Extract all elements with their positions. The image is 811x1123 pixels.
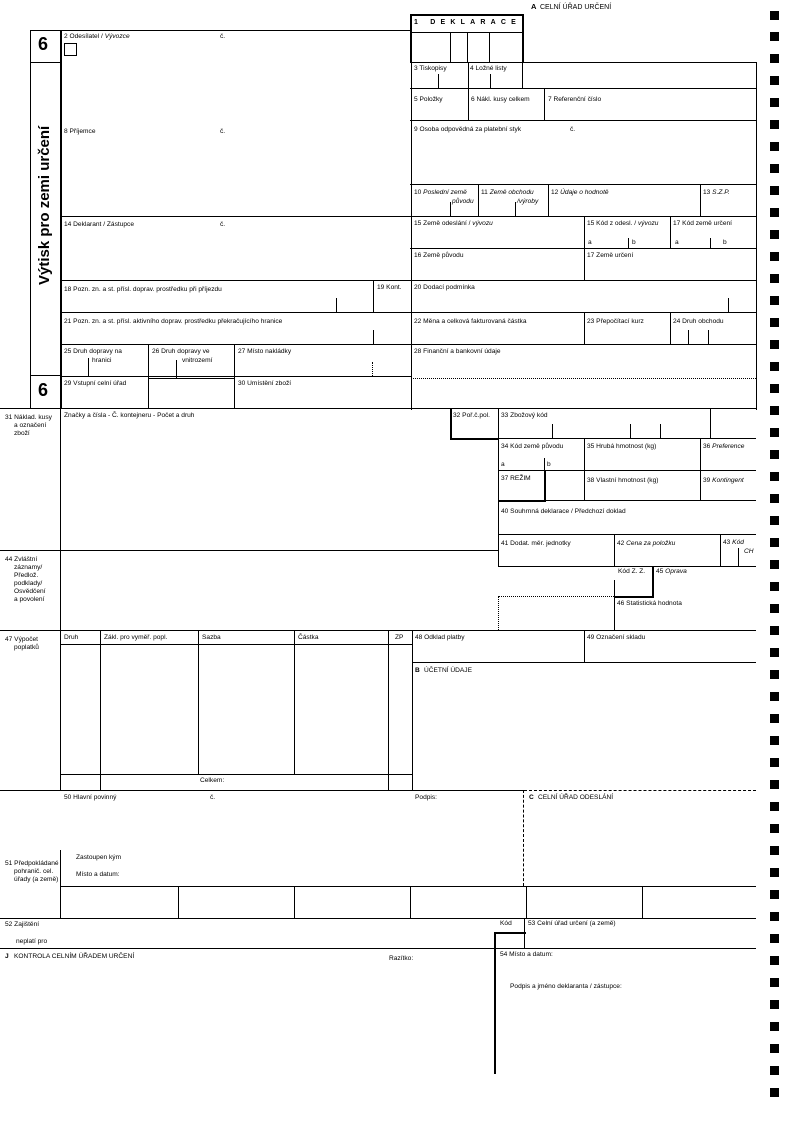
field-17ab-label: 17 Kód země určení bbox=[673, 220, 733, 227]
field-17-label: 17 Země určení bbox=[587, 252, 634, 259]
field-15ab-label: 15 Kód z odesl. / vývozu bbox=[587, 220, 659, 227]
field-51-label-3: úřady (a země) bbox=[14, 876, 59, 883]
field-16-label: 16 Země původu bbox=[414, 252, 464, 259]
field-43-label: 43 Kód bbox=[723, 539, 744, 546]
field-54-label: 54 Místo a datum: bbox=[500, 951, 553, 958]
field-54-signature-label: Podpis a jméno deklaranta / zástupce: bbox=[510, 983, 622, 990]
field-53-label: 53 Celní úřad určení (a země) bbox=[528, 920, 616, 927]
field-39-label: 39 Kontingent bbox=[703, 477, 744, 484]
field-8-label: 8 Příjemce bbox=[64, 128, 96, 135]
field-35-label: 35 Hrubá hmotnost (kg) bbox=[587, 443, 657, 450]
field-44-label-3: Předlož. bbox=[14, 572, 39, 579]
field-44-label: 44 Zvláštní bbox=[5, 556, 38, 563]
razitko-label: Razítko: bbox=[389, 955, 414, 962]
field-15-label: 15 Země odeslání / vývozu bbox=[414, 220, 493, 227]
field-21-label: 21 Pozn. zn. a st. přísl. aktivního doprav. prostředku překračujícího hranice bbox=[64, 318, 283, 325]
field-31-desc: Značky a čísla - Č. kontejneru - Počet a druh bbox=[64, 412, 195, 419]
col-sazba: Sazba bbox=[202, 634, 221, 641]
field-36-label: 36 Preference bbox=[703, 443, 745, 450]
field-j-letter: J bbox=[5, 953, 9, 960]
podpis-label: Podpis: bbox=[415, 794, 437, 801]
field-44-label-4: podklady/ bbox=[14, 580, 43, 587]
field-29-label: 29 Vstupní celní úřad bbox=[64, 380, 127, 387]
col-zp: ZP bbox=[395, 634, 404, 641]
field-30-label: 30 Umístění zboží bbox=[238, 380, 292, 387]
copy-number-top: 6 bbox=[38, 34, 49, 54]
field-3-label: 3 Tiskopisy bbox=[414, 65, 447, 72]
field-11-label: 11 Země obchodu bbox=[481, 189, 534, 196]
field-41-label: 41 Dodat. měr. jednotky bbox=[501, 540, 571, 547]
field-10-label: 10 Poslední země bbox=[414, 189, 467, 196]
field-23-label: 23 Přepočítací kurz bbox=[587, 318, 644, 325]
field-b-letter: B bbox=[415, 667, 420, 674]
field-j-label: KONTROLA CELNÍM ÚŘADEM URČENÍ bbox=[14, 953, 135, 960]
field-14-no: č. bbox=[220, 221, 226, 228]
field-24-label: 24 Druh obchodu bbox=[673, 318, 724, 325]
field-50-no: č. bbox=[210, 794, 216, 801]
field-32-label: 32 Poř.č.pol. bbox=[453, 412, 491, 419]
field-9-no: č. bbox=[570, 126, 576, 133]
field-13-label: 13 S.Z.P. bbox=[703, 189, 730, 196]
field-c-label: CELNÍ ÚŘAD ODESLÁNÍ bbox=[538, 794, 614, 801]
declaration-title: 1 DEKLARACE bbox=[414, 19, 521, 26]
field-26-label: 26 Druh dopravy ve bbox=[152, 348, 210, 355]
field-11-label-2: /výroby bbox=[517, 198, 539, 205]
field-7-label: 7 Referenční číslo bbox=[548, 96, 602, 103]
field-4-label: 4 Ložné listy bbox=[470, 65, 507, 72]
field-49-label: 49 Označení skladu bbox=[587, 634, 646, 641]
field-12-label: 12 Údaje o hodnotě bbox=[551, 189, 609, 196]
field-51-label-2: pohranič. cel. bbox=[14, 868, 54, 875]
field-14-label: 14 Deklarant / Zástupce bbox=[64, 221, 135, 228]
field-19-label: 19 Kont. bbox=[377, 284, 402, 291]
field-20-label: 20 Dodací podmínka bbox=[414, 284, 475, 291]
field-28-label: 28 Finanční a bankovní údaje bbox=[414, 348, 501, 355]
field-25-label: 25 Druh dopravy na bbox=[64, 348, 122, 355]
field-52-label: 52 Zajištění bbox=[5, 921, 40, 928]
field-47-label-2: poplatků bbox=[14, 644, 39, 651]
field-34-label: 34 Kód země původu bbox=[501, 443, 564, 450]
header-a-title: CELNÍ ÚŘAD URČENÍ bbox=[540, 4, 612, 11]
field-25-label-2: hranici bbox=[92, 357, 112, 364]
field-10-label-2: původu bbox=[452, 198, 474, 205]
field-34-b: b bbox=[547, 461, 551, 468]
field-43-ch: CH bbox=[744, 548, 754, 555]
field-17-b: b bbox=[723, 239, 727, 246]
field-31-label-2: a označení bbox=[14, 422, 47, 429]
col-zakl: Zákl. pro vyměř. popl. bbox=[104, 634, 168, 641]
field-18-label: 18 Pozn. zn. a st. přísl. doprav. prostředku při příjezdu bbox=[64, 286, 222, 293]
field-44-label-5: Osvědčení bbox=[14, 588, 46, 595]
field-15-a: a bbox=[588, 239, 592, 246]
field-2-no: č. bbox=[220, 33, 226, 40]
field-31-label-3: zboží bbox=[14, 430, 30, 437]
field-37-label: 37 REŽIM bbox=[501, 475, 531, 482]
field-6-label: 6 Nákl. kusy celkem bbox=[471, 96, 530, 103]
field-33-label: 33 Zbožový kód bbox=[501, 412, 548, 419]
field-5-label: 5 Položky bbox=[414, 96, 443, 103]
field-b-label: ÚČETNÍ ÚDAJE bbox=[424, 667, 472, 674]
field-8-no: č. bbox=[220, 128, 226, 135]
field-48-label: 48 Odklad platby bbox=[415, 634, 465, 641]
misto-label: Místo a datum: bbox=[76, 871, 120, 878]
field-kod-zz-label: Kód Z. Z. bbox=[618, 568, 646, 575]
field-2-label: 2 Odesílatel / Vývozce bbox=[64, 33, 130, 40]
field-47-label: 47 Výpočet bbox=[5, 636, 38, 643]
field-42-label: 42 Cena za položku bbox=[617, 540, 676, 547]
field-31-label: 31 Náklad. kusy bbox=[5, 414, 52, 421]
field-44-label-6: a povolení bbox=[14, 596, 45, 603]
header-a-letter: A bbox=[531, 2, 537, 11]
col-druh: Druh bbox=[64, 634, 79, 641]
field-9-label: 9 Osoba odpovědná za platební styk bbox=[414, 126, 522, 133]
field-34-a: a bbox=[501, 461, 505, 468]
field-51-label: 51 Předpokládané bbox=[5, 860, 59, 867]
field-c-letter: C bbox=[529, 794, 534, 801]
copy-number-bottom: 6 bbox=[38, 380, 49, 400]
field-46-label: 46 Statistická hodnota bbox=[617, 600, 682, 607]
field-2-checkbox[interactable] bbox=[64, 43, 77, 56]
copy-title: Výtisk pro zemi určení bbox=[36, 125, 53, 285]
field-15-b: b bbox=[632, 239, 636, 246]
zastoupen-label: Zastoupen kým bbox=[76, 854, 122, 861]
field-26-label-2: vnitrozemí bbox=[182, 357, 213, 364]
field-22-label: 22 Měna a celková fakturovaná částka bbox=[414, 318, 527, 325]
kod-label: Kód bbox=[500, 920, 512, 927]
field-38-label: 38 Vlastní hmotnost (kg) bbox=[587, 477, 659, 484]
col-castka: Částka bbox=[298, 634, 319, 641]
field-40-label: 40 Souhrnná deklarace / Předchozí doklad bbox=[501, 508, 626, 515]
celkem-label: Celkem: bbox=[200, 777, 225, 784]
field-44-label-2: záznamy/ bbox=[14, 564, 43, 571]
field-17-a: a bbox=[675, 239, 679, 246]
field-45-label: 45 Oprava bbox=[656, 568, 687, 575]
field-50-label: 50 Hlavní povinný bbox=[64, 794, 117, 801]
field-27-label: 27 Místo nakládky bbox=[238, 348, 292, 355]
neplati-label: neplatí pro bbox=[16, 938, 48, 945]
